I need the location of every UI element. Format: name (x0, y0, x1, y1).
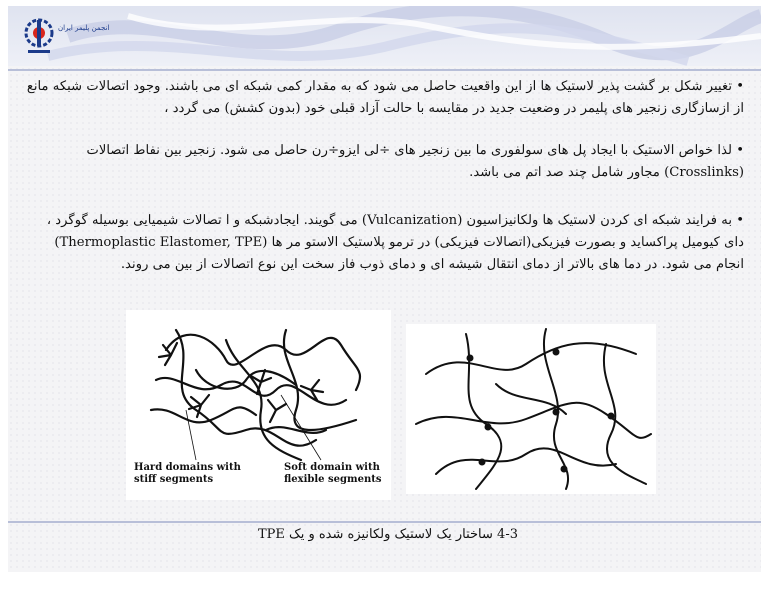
figure-tpe-domains (126, 310, 391, 500)
bullet: • (736, 79, 744, 94)
paragraph-1 (24, 76, 744, 120)
label-soft-line2: flexible segments (284, 474, 382, 485)
header-banner (8, 6, 761, 66)
logo-text: انجمن پلیمر ایران (58, 24, 110, 32)
footer-divider (8, 521, 761, 523)
label-hard-line1: Hard domains with (134, 462, 241, 473)
bullet: • (736, 143, 744, 158)
paragraph-1-text: تغییر شکل بر گشت پذیر لاستیک ها از این واقعیت حاصل می شود که به مقدار کمی شبکه ای می باشند. وجود اتصالات شبکه مانع از ازسازگاری زنجیر های پلیمر در وضعیت جدید در مقایسه با حالت آزاد قبلی خود (بدون کشش) می گردد ، (26, 79, 744, 116)
paragraph-2-text: لذا خواص الاستیک با ایجاد پل های سولفوری ما بین زنجیر های ÷لی ایزو÷رن حاصل می شود. زنجیر بین نفاط اتصالات (Crosslinks) مجاور شامل چند صد اتم می باشد. (86, 143, 744, 180)
figure-caption: 4-3 ساختار یک لاستیک ولکانیزه شده و یک TPE (258, 527, 518, 542)
society-logo-icon (22, 16, 56, 60)
label-hard-line2: stiff segments (134, 474, 214, 485)
slide (8, 6, 761, 572)
header-divider (8, 69, 761, 71)
bullet: • (736, 213, 744, 228)
paragraph-2 (24, 140, 744, 184)
paragraph-3 (24, 210, 744, 276)
label-soft-line1: Soft domain with (284, 462, 380, 473)
figure-vulcanized-network (406, 324, 656, 494)
paragraph-3-text: به فرایند شبکه ای کردن لاستیک ها ولکانیزاسیون (Vulcanization) می گویند. ایجادشبکه و ا تصالات شیمیایی بوسیله گوگرد ، دای کیومیل پراکساید و بصورت فیزیکی(اتصالات فیزیکی) در ترمو پلاستیک الاستو مر ها (Thermoplastic Elastomer, TPE) انجام می شود. در دما های بالاتر از دمای انتقال شیشه ای و دمای ذوب فاز سخت این نوع اتصالات از بین می روند. (46, 213, 744, 272)
header-wave-decoration (8, 6, 761, 66)
